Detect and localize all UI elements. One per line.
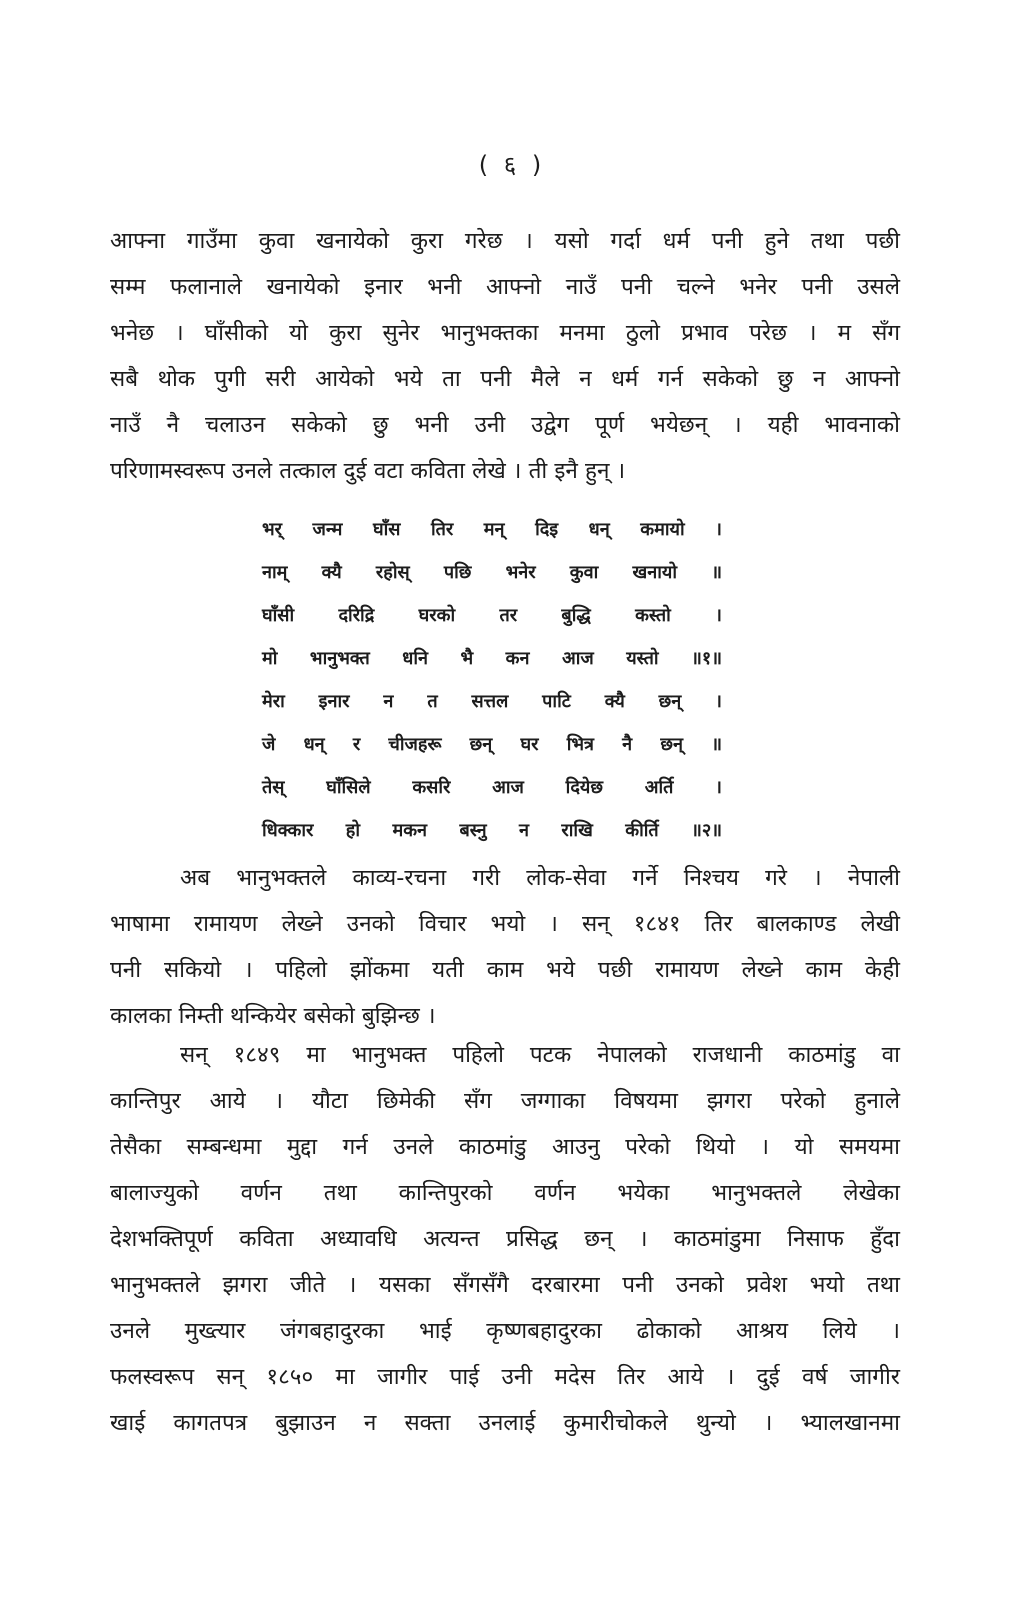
paragraph-line: भाषामा रामायण लेख्ने उनको विचार भयो । सन् १८४१ तिर बालकाण्ड लेखी	[110, 911, 900, 937]
paragraph-line: उनले मुख्त्यार जंगबहादुरका भाई कृष्णबहादुरका ढोकाको आश्रय लिये ।	[110, 1318, 900, 1344]
paragraph-line: देशभक्तिपूर्ण कविता अध्यावधि अत्यन्त प्रसिद्ध छन् । काठमांडुमा निसाफ हुँदा	[110, 1226, 900, 1252]
paragraph-line: तेसैका सम्बन्धमा मुद्दा गर्न उनले काठमांडु आउनु परेको थियो । यो समयमा	[110, 1134, 900, 1160]
verse-line: मेरा इनार न त सत्तल पाटि क्यै छन् ।	[262, 691, 722, 712]
verse-line: तेस् घाँसिले कसरि आज दियेछ अर्ति ।	[262, 777, 722, 798]
paragraph-line: सबै थोक पुगी सरी आयेको भये ता पनी मैले न धर्म गर्न सकेको छु न आफ्नो	[110, 366, 900, 392]
paragraph-line: खाई कागतपत्र बुझाउन न सक्ता उनलाई कुमारीचोकले थुन्यो । भ्यालखानमा	[110, 1410, 900, 1436]
paragraph-line: सन् १८४९ मा भानुभक्त पहिलो पटक नेपालको राजधानी काठमांडु वा	[180, 1042, 900, 1068]
paragraph-line: भनेछ । घाँसीको यो कुरा सुनेर भानुभक्तका मनमा ठुलो प्रभाव परेछ । म सँग	[110, 320, 900, 346]
paragraph-line: भानुभक्तले झगरा जीते । यसका सँगसँगै दरबारमा पनी उनको प्रवेश भयो तथा	[110, 1272, 900, 1298]
paragraph-line: कान्तिपुर आये । यौटा छिमेकी सँग जग्गाका विषयमा झगरा परेको हुनाले	[110, 1088, 900, 1114]
paragraph-line: पनी सकियो । पहिलो झोंकमा यती काम भये पछी रामायण लेख्ने काम केही	[110, 957, 900, 983]
paragraph-1	[110, 218, 900, 494]
paragraph-line: अब भानुभक्तले काव्य-रचना गरी लोक-सेवा गर्ने निश्चय गरे । नेपाली	[180, 865, 900, 891]
verse-line: नाम् क्यै रहोस् पछि भनेर कुवा खनायो ॥	[262, 562, 722, 583]
verse-line: जे धन् र चीजहरू छन् घर भित्र नै छन् ॥	[262, 734, 722, 755]
verse-line: मो भानुभक्त धनि भै कन आज यस्तो ॥१॥	[262, 648, 722, 669]
paragraph-2	[110, 855, 900, 1039]
paragraph-line: फलस्वरूप सन् १८५० मा जागीर पाई उनी मदेस तिर आये । दुई वर्ष जागीर	[110, 1364, 900, 1390]
verse-line: घाँसी दरिद्रि घरको तर बुद्धि कस्तो ।	[262, 605, 722, 626]
paragraph-3	[110, 1032, 900, 1446]
page-number: ( ६ )	[478, 151, 546, 179]
verse-line: भर् जन्म घाँस तिर मन् दिइ धन् कमायो ।	[262, 519, 722, 540]
paragraph-line: बालाज्युको वर्णन तथा कान्तिपुरको वर्णन भयेका भानुभक्तले लेखेका	[110, 1180, 900, 1206]
paragraph-line: परिणामस्वरूप उनले तत्काल दुई वटा कविता लेखे । ती इनै हुन् ।	[110, 458, 626, 484]
poem-verse	[262, 508, 722, 852]
verse-line: धिक्कार हो मकन बस्नु न राखि कीर्ति ॥२॥	[262, 820, 722, 841]
paragraph-line: सम्म फलानाले खनायेको इनार भनी आफ्नो नाउँ पनी चल्ने भनेर पनी उसले	[110, 274, 900, 300]
paragraph-line: कालका निम्ती थन्कियेर बसेको बुझिन्छ ।	[110, 1003, 436, 1029]
paragraph-line: आफ्ना गाउँमा कुवा खनायेको कुरा गरेछ । यसो गर्दा धर्म पनी हुने तथा पछी	[110, 228, 900, 254]
paragraph-line: नाउँ नै चलाउन सकेको छु भनी उनी उद्वेग पूर्ण भयेछन् । यही भावनाको	[110, 412, 900, 438]
